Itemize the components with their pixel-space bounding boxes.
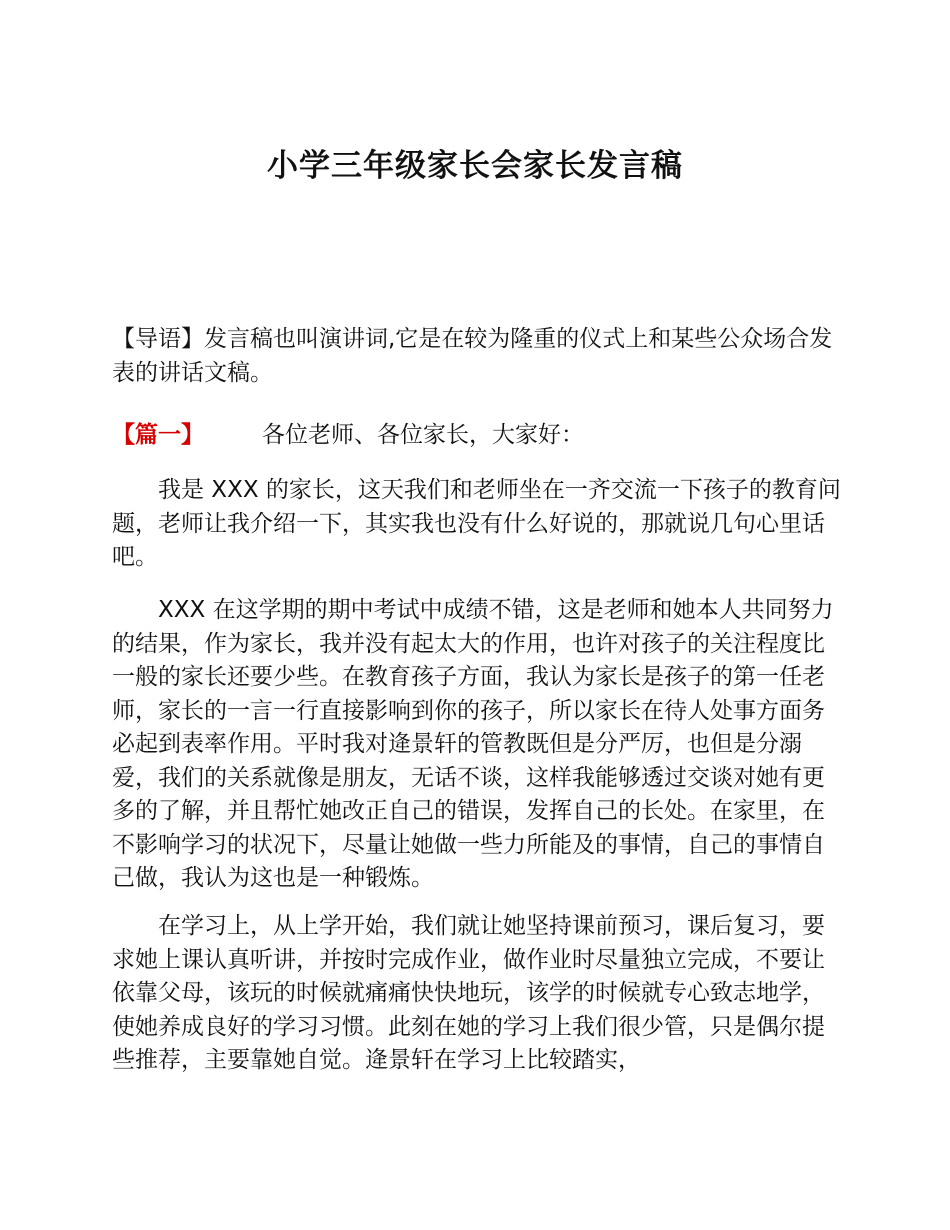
section-greeting: 各位老师、各位家长，大家好： <box>262 422 584 448</box>
body-paragraph-1: 我是 XXX 的家长，这天我们和老师坐在一齐交流一下孩子的教育问题，老师让我介绍一下，其实我也没有什么好说的，那就说几句心里话吧。 <box>112 477 841 570</box>
section-heading <box>112 419 842 453</box>
body-paragraph-3: 在学习上，从上学开始，我们就让她坚持课前预习，课后复习，要求她上课认真听讲，并按时完成作业，做作业时尽量独立完成，不要让依靠父母，该玩的时候就痛痛快快地玩，该学的时候就专心致志地学，使她养成良好的学习习惯。此刻在她的学习上我们很少管，只是偶尔提些推荐，主要靠她自觉。逄景轩在学习上比较踏实， <box>112 913 825 1073</box>
intro-paragraph: 【导语】发言稿也叫演讲词,它是在较为隆重的仪式上和某些公众场合发表的讲话文稿。 <box>112 326 833 386</box>
body-paragraph-2: XXX 在这学期的期中考试中成绩不错，这是老师和她本人共同努力的结果，作为家长，我并没有起太大的作用，也许对孩子的关注程度比一般的家长还要少些。在教育孩子方面，我认为家长是孩子的第一任老师，家长的一言一行直接影响到你的孩子，所以家长在待人处事方面务必起到表率作用。平时我对逄景轩的管教既但是分严厉，也但是分溺爱，我们的关系就像是朋友，无话不谈，这样我能够透过交谈对她有更多的了解，并且帮忙她改正自己的错误，发挥自己的长处。在家里，在不影响学习的状况下，尽量让她做一些力所能及的事情，自己的事情自己做，我认为这也是一种锻炼。 <box>112 597 834 891</box>
section-label: 【篇一】 <box>112 422 204 448</box>
document-title: 小学三年级家长会家长发言稿 <box>267 148 683 184</box>
